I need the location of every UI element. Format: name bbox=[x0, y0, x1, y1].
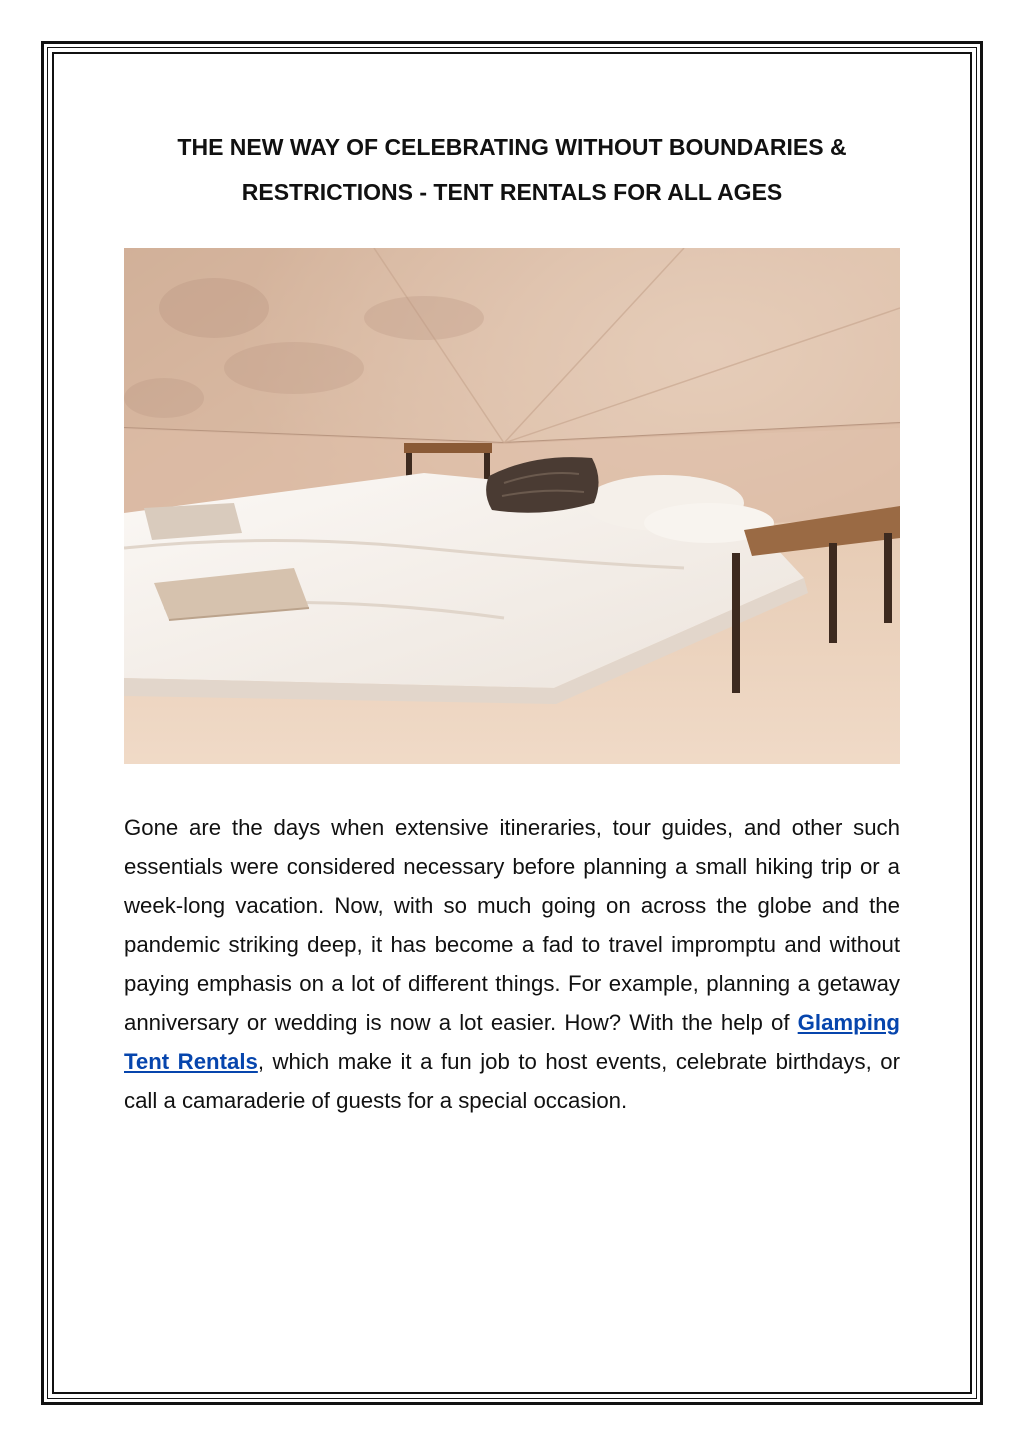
glamping-tent-rentals-link[interactable]: Glamping Tent Rentals bbox=[124, 1010, 900, 1074]
paragraph-text-after-link: , which make it a fun job to host events, celebrate birthdays, or call a camaraderie of guests for a special occasion. bbox=[124, 1049, 901, 1113]
paragraph-text-before-link: Gone are the days when extensive itineraries, tour guides, and other such essentials were considered necessary before planning a small hiking trip or a week-long vacation. Now, with so much going on across the globe and the pandemic striking deep, it has become a fad to travel impromptu and without paying emphasis on a lot of different things. For example, planning a getaway anniversary or wedding is now a lot easier. How? With the help of bbox=[124, 815, 900, 1035]
tent-bedroom-photo bbox=[124, 248, 900, 764]
page-title: THE NEW WAY OF CELEBRATING WITHOUT BOUNDARIES & RESTRICTIONS - TENT RENTALS FOR ALL AGES bbox=[177, 134, 847, 205]
body-paragraph bbox=[124, 808, 900, 1120]
